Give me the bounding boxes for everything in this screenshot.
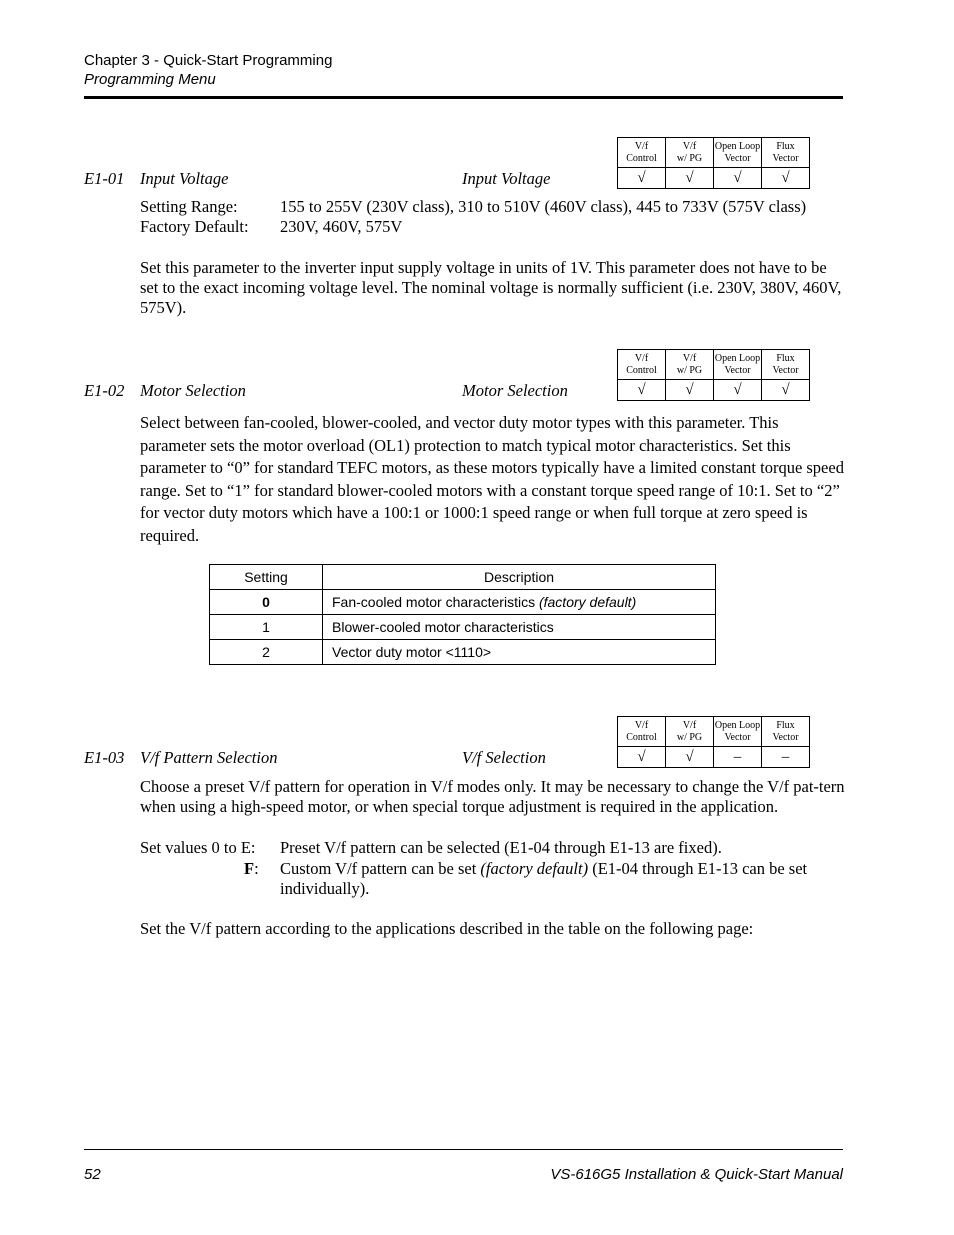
control-method-table-e1-01: [617, 137, 810, 189]
header-divider: [84, 96, 843, 99]
param-description: Choose a preset V/f pattern for operation in V/f modes only. It may be necessary to change the V/f pat-tern when using a high-speed motor, or when special torque adjustment is required in the application.: [140, 777, 845, 816]
factory-default-label: Factory Default:: [140, 217, 249, 236]
set-values-text: Preset V/f pattern can be selected (E1-04 through E1-13 are fixed).: [280, 838, 722, 857]
cm-value: √: [618, 168, 666, 189]
cm-value: √: [618, 380, 666, 401]
setting-value: 0: [210, 590, 323, 615]
param-name: V/f Pattern Selection: [140, 748, 278, 767]
cm-header-flux-vector: Flux Vector: [762, 138, 810, 168]
f-option-label: F:: [244, 859, 259, 878]
cm-header-open-loop-vector: Open Loop Vector: [714, 138, 762, 168]
param-display-name: Input Voltage: [462, 169, 551, 188]
cm-value: √: [714, 168, 762, 189]
cm-header-vf-control: V/f Control: [618, 717, 666, 747]
param-code: E1-02: [84, 381, 125, 400]
control-method-table-e1-03: [617, 716, 810, 768]
setting-value: 2: [210, 640, 323, 665]
cm-header-vf-pg: V/f w/ PG: [666, 138, 714, 168]
cm-value: √: [666, 168, 714, 189]
setting-description: Fan-cooled motor characteristics (factory default): [323, 590, 716, 615]
cm-header-flux-vector: Flux Vector: [762, 350, 810, 380]
cm-value: √: [666, 380, 714, 401]
factory-default-value: 230V, 460V, 575V: [280, 217, 403, 236]
param-name: Motor Selection: [140, 381, 246, 400]
chapter-title: Chapter 3 - Quick-Start Programming: [84, 52, 333, 69]
param-description: Select between fan-cooled, blower-cooled, and vector duty motor types with this parameter. This parameter sets the motor overload (OL1) protection to match typical motor characteristics. Set this parameter to “0” for standard TEFC motors, as these motors typically have a limited constant torque speed range. Set to “1” for standard blower-cooled motors with a constant torque speed range of 10:1. Set to “2” for vector duty motors which have a 100:1 or 1000:1 speed range or when full torque at zero speed is required.: [140, 413, 844, 545]
cm-header-flux-vector: Flux Vector: [762, 717, 810, 747]
page-number: 52: [84, 1166, 101, 1183]
section-title: Programming Menu: [84, 71, 216, 88]
table-row: [210, 640, 716, 665]
cm-value: √: [762, 380, 810, 401]
cm-value: √: [618, 747, 666, 768]
settings-table: [209, 564, 716, 665]
cm-value: √: [762, 168, 810, 189]
cm-value: √: [714, 380, 762, 401]
settings-header-setting: Setting: [210, 565, 323, 590]
settings-header-description: Description: [323, 565, 716, 590]
param-display-name: V/f Selection: [462, 748, 546, 767]
closing-paragraph: Set the V/f pattern according to the applications described in the table on the following page:: [140, 919, 754, 938]
param-description: Set this parameter to the inverter input supply voltage in units of 1V. This parameter does not have to be set to the exact incoming voltage level. The nominal voltage is normally sufficient (i.e. 230V, 380V, 460V, 575V).: [140, 258, 842, 317]
cm-value: –: [714, 747, 762, 768]
manual-title: VS-616G5 Installation & Quick-Start Manual: [550, 1166, 843, 1183]
param-name: Input Voltage: [140, 169, 229, 188]
param-code: E1-01: [84, 169, 125, 188]
set-values-label: Set values 0 to E:: [140, 838, 256, 857]
table-row: [210, 590, 716, 615]
cm-value: –: [762, 747, 810, 768]
control-method-table-e1-02: [617, 349, 810, 401]
cm-header-vf-control: V/f Control: [618, 350, 666, 380]
table-row: [210, 615, 716, 640]
footer-divider: [84, 1149, 843, 1150]
setting-range-value: 155 to 255V (230V class), 310 to 510V (460V class), 445 to 733V (575V class): [280, 197, 807, 216]
setting-range-label: Setting Range:: [140, 197, 238, 216]
cm-header-vf-pg: V/f w/ PG: [666, 350, 714, 380]
setting-value: 1: [210, 615, 323, 640]
setting-description: Blower-cooled motor characteristics: [323, 615, 716, 640]
setting-description: Vector duty motor <1110>: [323, 640, 716, 665]
param-code: E1-03: [84, 748, 125, 767]
cm-header-open-loop-vector: Open Loop Vector: [714, 717, 762, 747]
f-option-text: Custom V/f pattern can be set (factory default) (E1-04 through E1-13 can be set individually).: [280, 859, 808, 898]
param-display-name: Motor Selection: [462, 381, 568, 400]
cm-value: √: [666, 747, 714, 768]
cm-header-vf-control: V/f Control: [618, 138, 666, 168]
cm-header-vf-pg: V/f w/ PG: [666, 717, 714, 747]
cm-header-open-loop-vector: Open Loop Vector: [714, 350, 762, 380]
